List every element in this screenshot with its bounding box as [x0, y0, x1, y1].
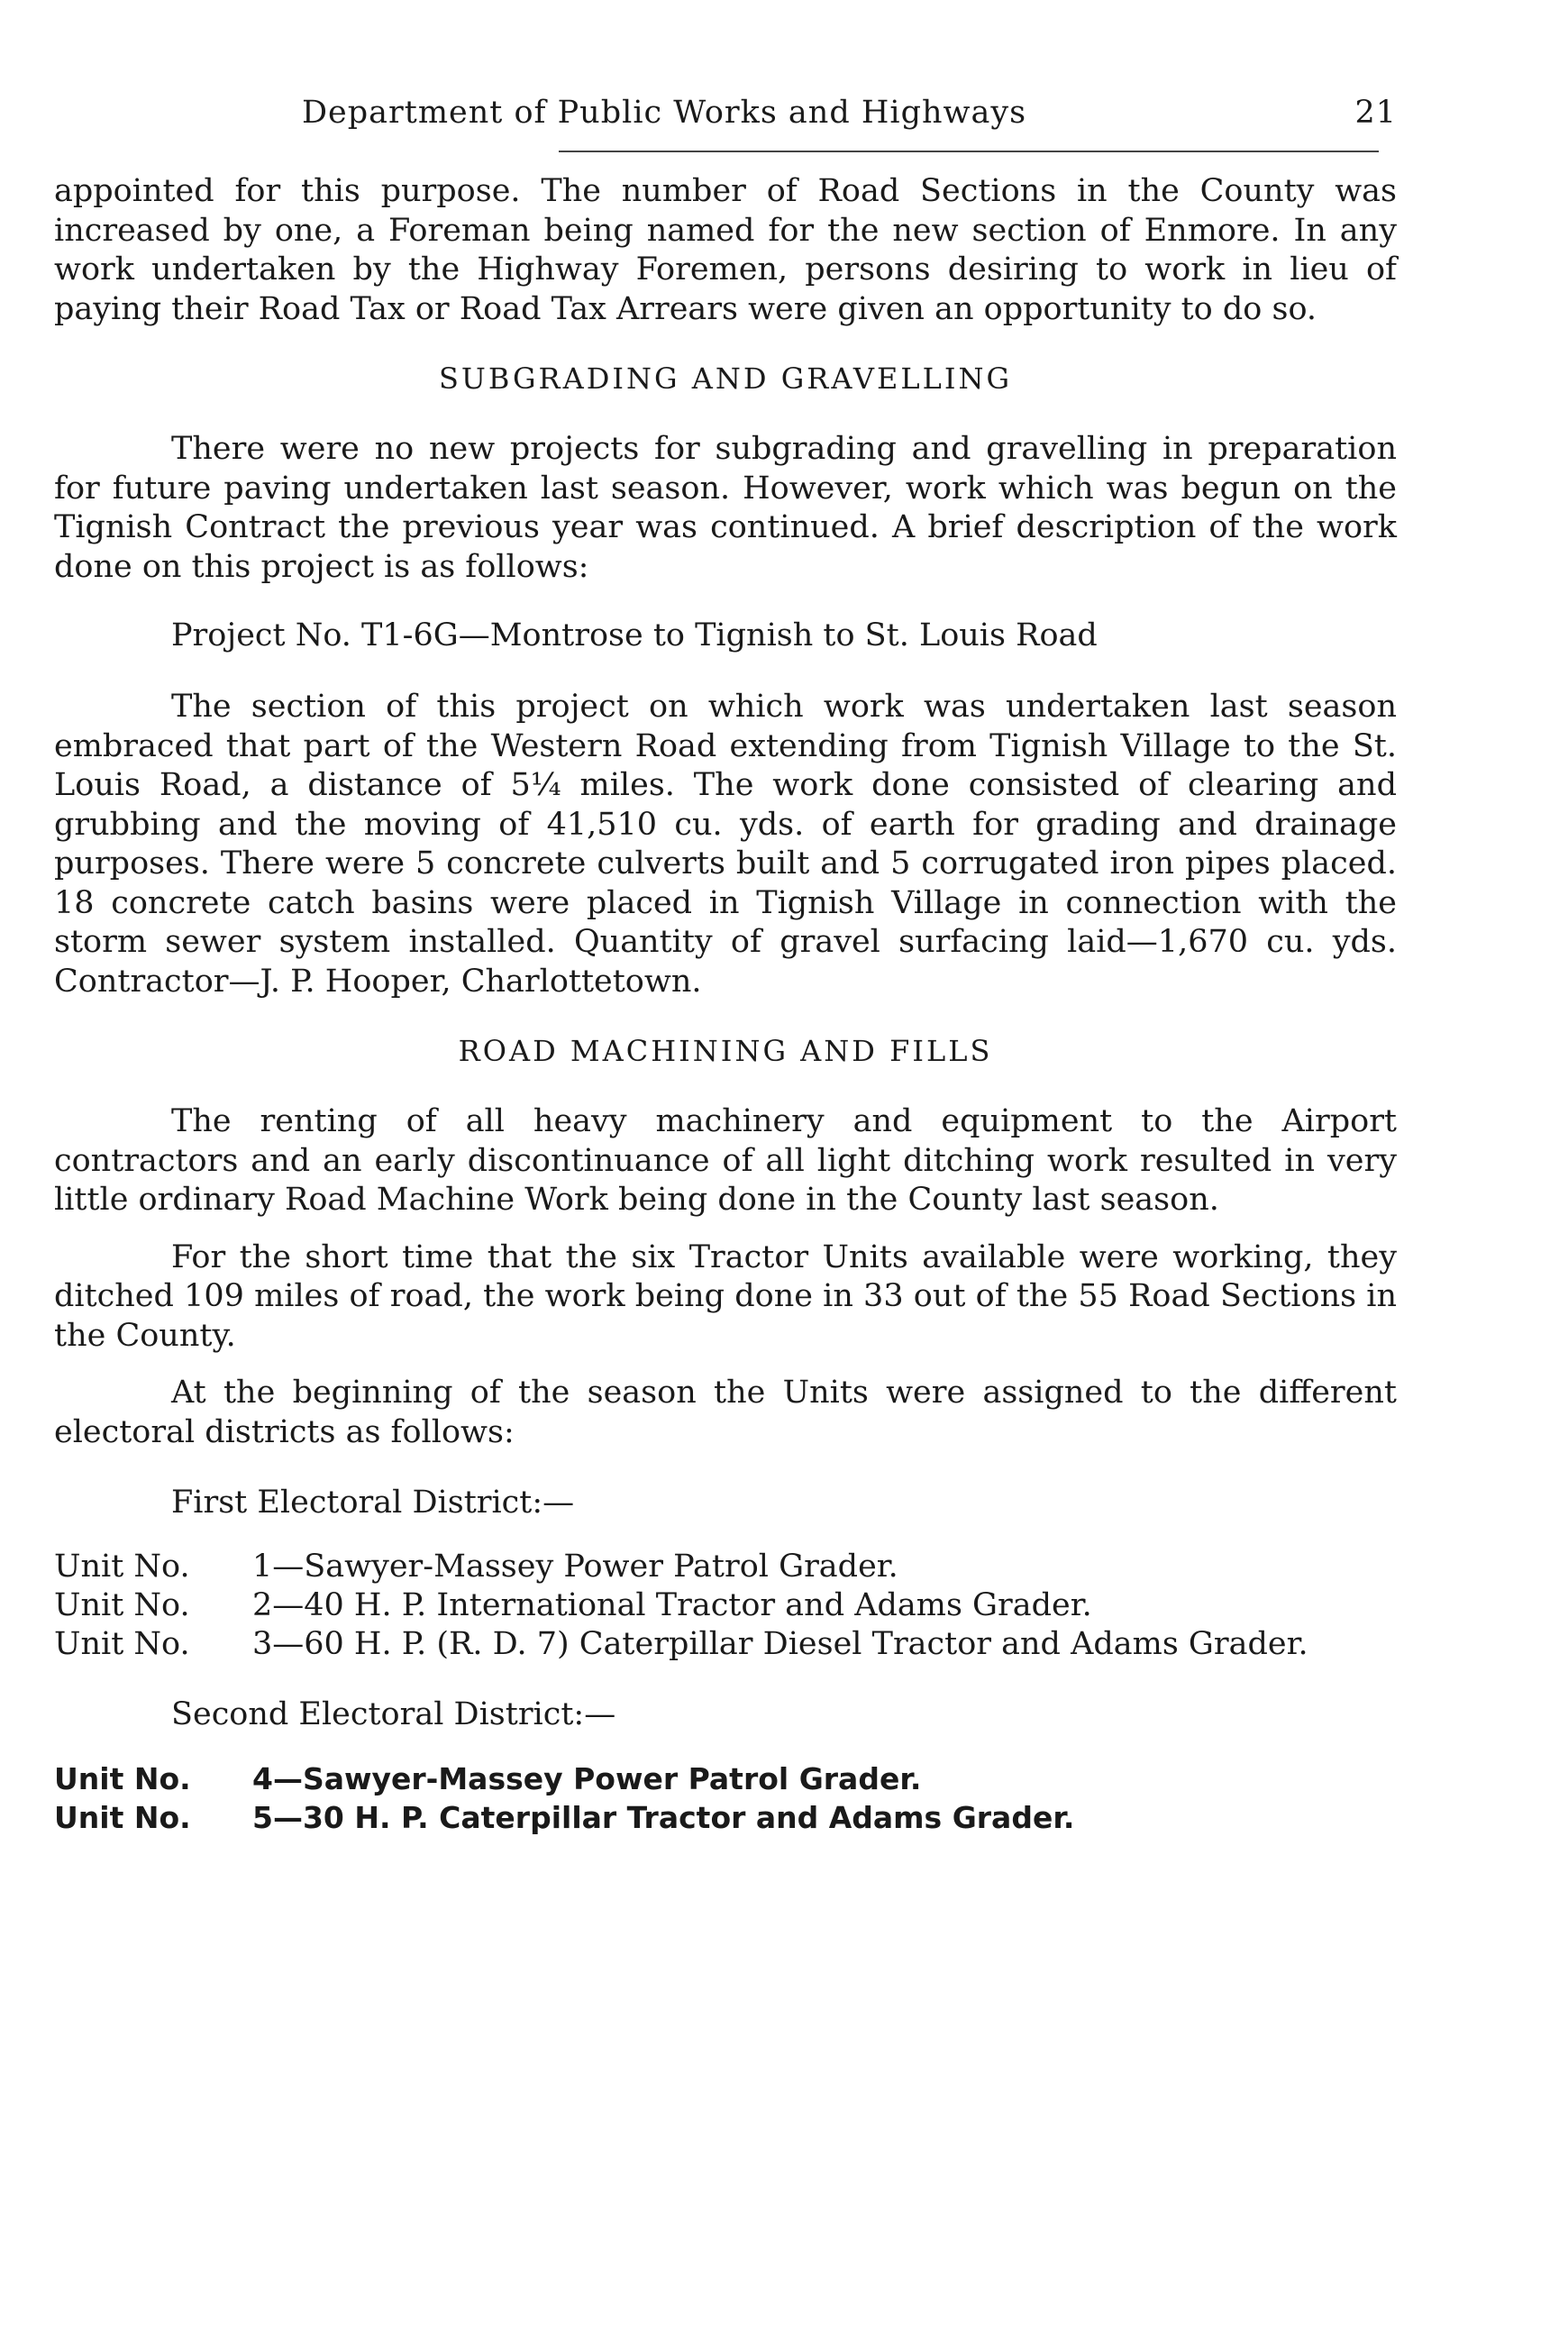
project-title: Project No. T1-6G—Montrose to Tignish to St. Louis Road	[171, 617, 1098, 653]
list-item	[54, 1798, 1397, 1837]
running-title: Department of Public Works and Highways	[302, 95, 1027, 131]
unit-text: 1—Sawyer-Massey Power Patrol Grader.	[252, 1549, 898, 1585]
unit-text: 5—30 H. P. Caterpillar Tractor and Adams Grader.	[252, 1800, 1075, 1835]
unit-label: Unit No.	[54, 1800, 191, 1835]
list-item	[54, 1759, 1397, 1798]
unit-text: 4—Sawyer-Massey Power Patrol Grader.	[252, 1761, 922, 1796]
section-heading-machining: ROAD MACHINING AND FILLS	[458, 1034, 993, 1068]
list-item	[54, 1548, 1397, 1586]
machining-paragraph-1: The renting of all heavy machinery and equipment to the Airport contractors and an early discontinuance of all light ditching work resulted in very little ordinary Road Machine Work being done in the County last season.	[54, 1103, 1397, 1218]
unit-label: Unit No.	[54, 1626, 190, 1662]
intro-paragraph: appointed for this purpose. The number of Road Sections in the County was increased by one, a Foreman being named for the new section of Enmore. In any work undertaken by the Highway Foremen, persons desiring to work in lieu of paying their Road Tax or Road Tax Arrears were given an opportunity to do so.	[54, 173, 1397, 327]
unit-text: 3—60 H. P. (R. D. 7) Caterpillar Diesel Tractor and Adams Grader.	[252, 1626, 1308, 1662]
unit-label: Unit No.	[54, 1761, 191, 1796]
project-paragraph: The section of this project on which work was undertaken last season embraced that part of the Western Road extending from Tignish Village to the St. Louis Road, a distance of 5¼ miles. The work done consisted of clearing and grubbing and the moving of 41,510 cu. yds. of earth for grading and drainage purposes. There were 5 concrete culverts built and 5 corrugated iron pipes placed. 18 concrete catch basins were placed in Tignish Village in connection with the storm sewer system installed. Quantity of gravel surfacing laid—1,670 cu. yds. Contractor—J. P. Hooper, Charlottetown.	[54, 689, 1397, 1000]
district-title-second: Second Electoral District:—	[171, 1696, 616, 1732]
unit-list-first	[54, 1548, 1397, 1664]
list-item	[54, 1586, 1397, 1625]
running-head	[54, 95, 1397, 149]
document-page	[54, 95, 1397, 1837]
list-item	[54, 1625, 1397, 1664]
header-rule	[559, 151, 1379, 152]
unit-label: Unit No.	[54, 1587, 190, 1623]
machining-paragraph-2: For the short time that the six Tractor Units available were working, they ditched 109 miles of road, the work being done in 33 out of the 55 Road Sections in the County.	[54, 1238, 1397, 1354]
page-number: 21	[1354, 95, 1397, 131]
machining-paragraph-3: At the beginning of the season the Units were assigned to the different electoral districts as follows:	[54, 1375, 1397, 1450]
unit-list-second	[54, 1759, 1397, 1837]
unit-text: 2—40 H. P. International Tractor and Adams Grader.	[252, 1587, 1092, 1623]
unit-label: Unit No.	[54, 1549, 190, 1585]
district-title-first: First Electoral District:—	[171, 1485, 575, 1521]
section-heading-subgrading: SUBGRADING AND GRAVELLING	[438, 361, 1013, 396]
subgrading-paragraph: There were no new projects for subgrading and gravelling in preparation for future paving undertaken last season. However, work which was begun on the Tignish Contract the previous year was continued. A brief description of the work done on this project is as follows:	[54, 431, 1397, 585]
